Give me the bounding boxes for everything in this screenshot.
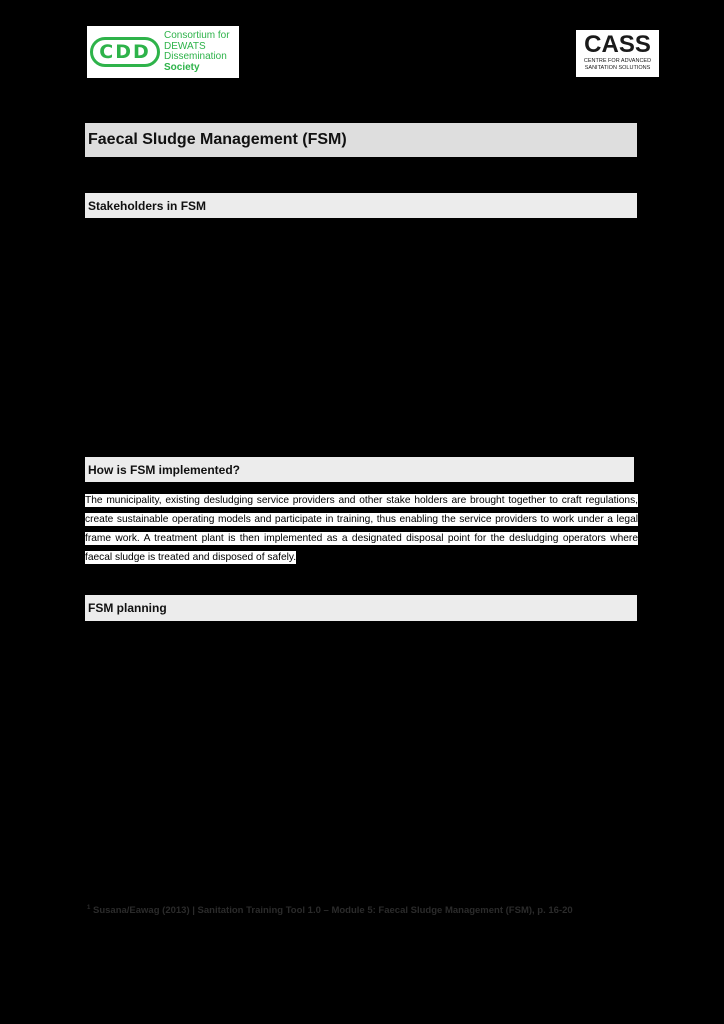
cass-logo-mark: CASS <box>584 31 651 58</box>
cass-logo-line-2: SANITATION SOLUTIONS <box>584 64 651 71</box>
heading-planning: FSM planning <box>85 595 637 621</box>
cdd-logo <box>87 26 239 78</box>
cass-logo-line-1: CENTRE FOR ADVANCED <box>583 58 652 64</box>
cdd-logo-mark <box>90 37 160 67</box>
cdd-logo-letters: CDD <box>99 41 151 63</box>
footnote-marker: 1 <box>87 905 91 911</box>
heading-implementation: How is FSM implemented? <box>85 457 634 482</box>
implementation-paragraph-text: The municipality, existing desludging service providers and other stake holders are brought together to craft regulations, create sustainable operating models and participate in training, thus enabling the service providers to work under a legal frame work. A treatment plant is then implemented as a designated disposal point for the desludging operators where faecal sludge is treated and disposed of safely. <box>85 495 638 563</box>
cdd-logo-line-1: Consortium for <box>164 30 230 41</box>
cass-logo <box>576 30 659 77</box>
heading-stakeholders: Stakeholders in FSM <box>85 193 637 218</box>
cdd-logo-line-4: Society <box>164 61 200 73</box>
cdd-logo-text <box>164 31 230 73</box>
document-title: Faecal Sludge Management (FSM) <box>85 123 637 157</box>
cdd-logo-line-3: Dissemination <box>164 51 227 62</box>
footnote-text: Susana/Eawag (2013) | Sanitation Training Tool 1.0 – Module 5: Faecal Sludge Management (FSM), p. 16-20 <box>92 905 573 917</box>
footnote <box>87 905 573 916</box>
implementation-paragraph <box>85 491 638 567</box>
cdd-logo-line-2: DEWATS <box>164 40 206 52</box>
